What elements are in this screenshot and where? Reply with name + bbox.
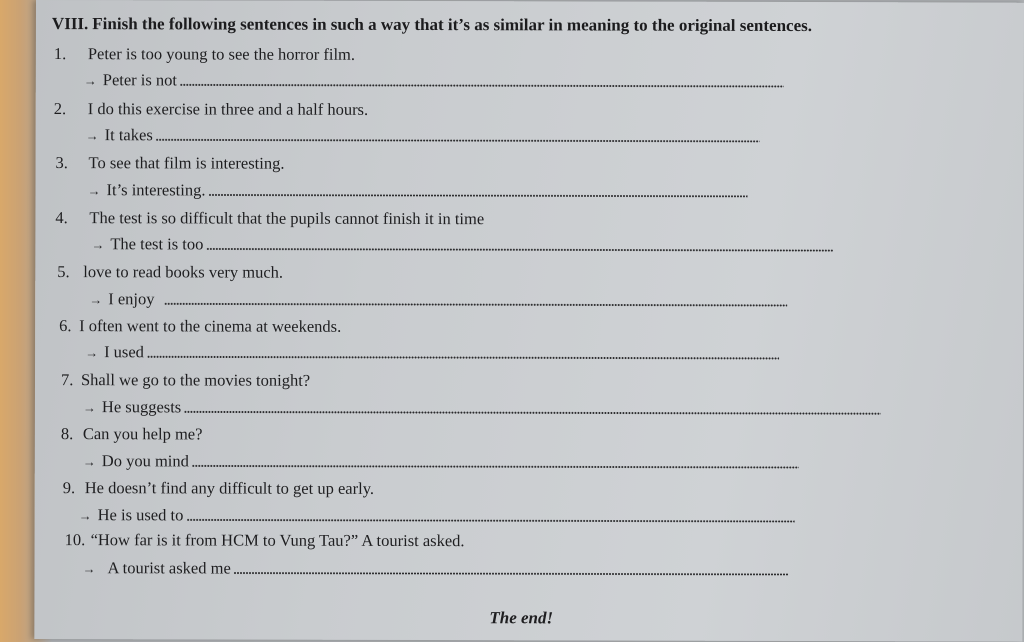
arrow-icon: → bbox=[87, 183, 101, 199]
question-text: The test is so difficult that the pupils cannot finish it in time bbox=[89, 208, 485, 229]
arrow-icon: → bbox=[82, 454, 96, 470]
question-text: Can you help me? bbox=[82, 424, 203, 444]
answer-line-3[interactable] bbox=[87, 180, 747, 202]
arrow-icon: → bbox=[83, 73, 97, 89]
exercise-instruction: Finish the following sentences in such a way that it’s as similar in meaning to the original sentences. bbox=[92, 14, 813, 36]
question-number: 6. bbox=[59, 316, 72, 336]
arrow-icon: → bbox=[78, 508, 92, 524]
dotted-answer-blank[interactable] bbox=[192, 463, 799, 469]
exercise-heading bbox=[52, 14, 812, 36]
dotted-answer-blank[interactable] bbox=[234, 571, 789, 576]
dotted-answer-blank[interactable] bbox=[156, 137, 760, 143]
question-text: Shall we go to the movies tonight? bbox=[80, 370, 311, 390]
arrow-icon: → bbox=[85, 345, 99, 361]
answer-prompt: A tourist asked me bbox=[107, 558, 231, 578]
answer-prompt: Do you mind bbox=[101, 451, 189, 471]
question-number: 4. bbox=[55, 208, 68, 228]
dotted-answer-blank[interactable] bbox=[180, 82, 784, 88]
exercise-number: VIII. bbox=[51, 14, 89, 34]
dotted-answer-blank[interactable] bbox=[208, 192, 747, 197]
answer-prompt: The test is too bbox=[110, 234, 204, 254]
answer-line-6[interactable] bbox=[85, 342, 779, 364]
arrow-icon: → bbox=[89, 292, 103, 308]
question-10 bbox=[65, 530, 465, 551]
answer-line-2[interactable] bbox=[86, 125, 760, 147]
question-7 bbox=[61, 370, 310, 391]
answer-line-9[interactable] bbox=[79, 505, 795, 527]
question-9 bbox=[63, 478, 374, 499]
question-8 bbox=[61, 424, 203, 444]
question-2 bbox=[54, 99, 368, 120]
question-text: love to read books very much. bbox=[83, 262, 284, 282]
answer-line-4[interactable] bbox=[91, 234, 833, 256]
answer-prompt: It takes bbox=[104, 125, 153, 145]
dotted-answer-blank[interactable] bbox=[184, 409, 881, 415]
question-number: 8. bbox=[60, 424, 74, 444]
dotted-answer-blank[interactable] bbox=[147, 354, 779, 360]
question-number: 10. bbox=[64, 530, 86, 550]
question-number: 5. bbox=[57, 262, 70, 282]
question-number: 1. bbox=[53, 44, 67, 64]
answer-prompt: I used bbox=[104, 342, 144, 362]
dotted-answer-blank[interactable] bbox=[206, 246, 833, 252]
question-4 bbox=[55, 208, 484, 229]
answer-line-7[interactable] bbox=[83, 397, 881, 419]
arrow-icon: → bbox=[85, 128, 99, 144]
answer-prompt: Peter is not bbox=[102, 70, 178, 90]
answer-prompt: It’s interesting. bbox=[106, 180, 206, 200]
question-text: I do this exercise in three and a half hours. bbox=[87, 99, 369, 119]
question-3 bbox=[56, 153, 285, 174]
answer-line-1[interactable] bbox=[84, 70, 784, 92]
question-text: Peter is too young to see the horror film. bbox=[87, 44, 356, 64]
answer-line-8[interactable] bbox=[83, 451, 799, 473]
question-number: 9. bbox=[62, 478, 76, 498]
question-text: He doesn’t find any difficult to get up early. bbox=[84, 478, 375, 498]
arrow-icon: → bbox=[82, 561, 96, 577]
question-number: 7. bbox=[60, 370, 74, 390]
answer-line-5[interactable] bbox=[89, 289, 787, 311]
question-6 bbox=[59, 316, 341, 337]
worksheet-page bbox=[34, 0, 1024, 642]
question-1 bbox=[54, 44, 355, 65]
answer-prompt: He is used to bbox=[97, 505, 184, 525]
question-5 bbox=[57, 262, 283, 283]
question-text: “How far is it from HCM to Vung Tau?” A tourist asked. bbox=[90, 530, 465, 551]
answer-prompt: I enjoy bbox=[108, 289, 155, 309]
question-number: 3. bbox=[55, 153, 68, 173]
answer-prompt: He suggests bbox=[101, 397, 182, 417]
answer-line-10[interactable] bbox=[82, 558, 788, 580]
question-text: I often went to the cinema at weekends. bbox=[79, 316, 342, 336]
dotted-answer-blank[interactable] bbox=[186, 517, 794, 523]
arrow-icon: → bbox=[91, 237, 105, 253]
dotted-answer-blank[interactable] bbox=[164, 301, 787, 307]
question-text: To see that film is interesting. bbox=[88, 153, 285, 173]
arrow-icon: → bbox=[82, 400, 96, 416]
question-number: 2. bbox=[53, 99, 67, 119]
the-end-footer: The end! bbox=[489, 608, 554, 628]
